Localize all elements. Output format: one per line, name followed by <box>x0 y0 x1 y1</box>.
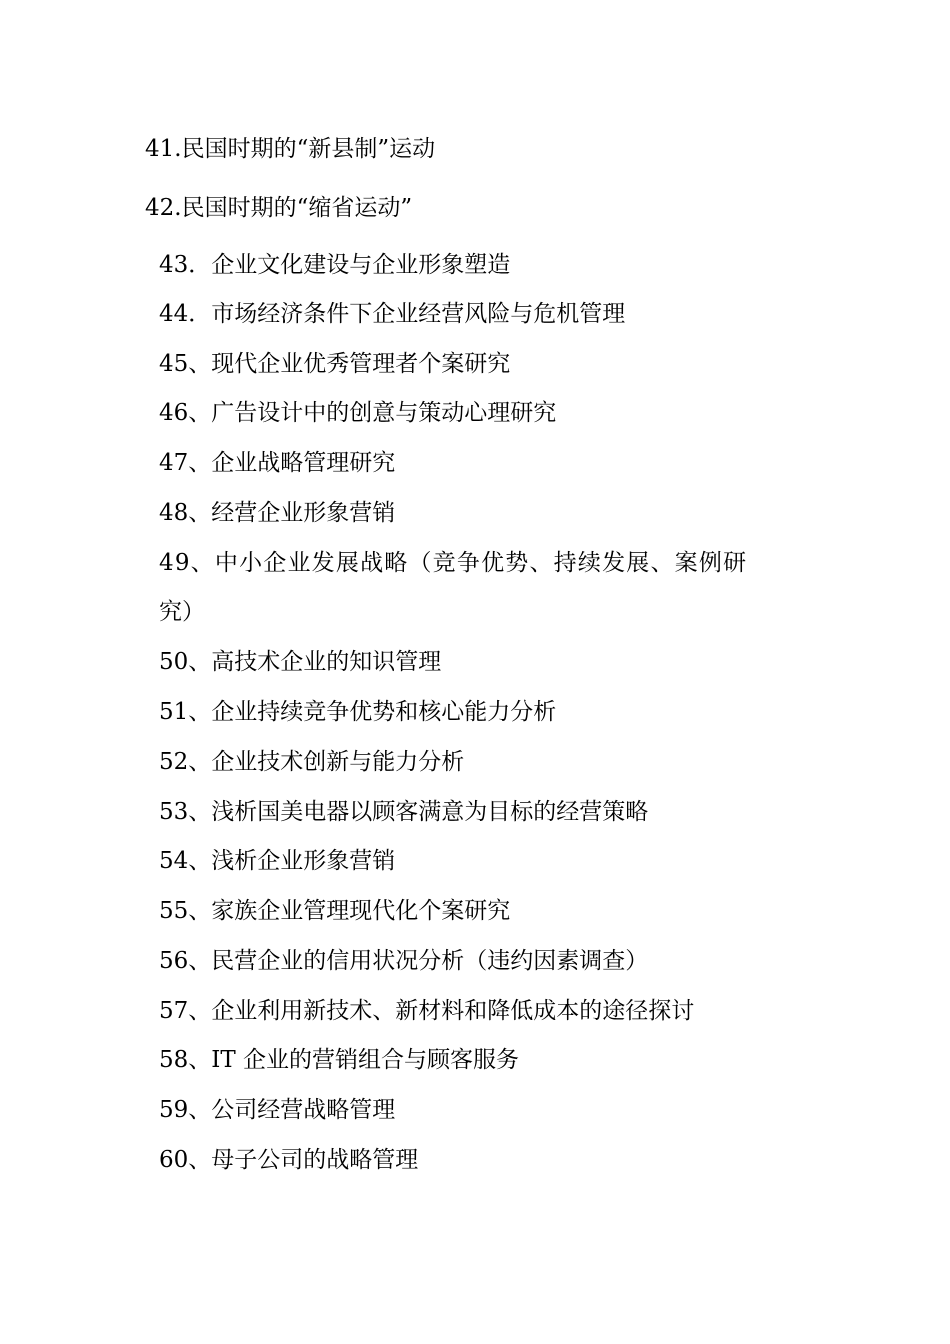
list-item: 59、公司经营战略管理 <box>159 1097 396 1123</box>
list-item: 57、企业利用新技术、新材料和降低成本的途径探讨 <box>159 998 695 1024</box>
list-item: 43．企业文化建设与企业形象塑造 <box>159 252 511 278</box>
list-item: 56、民营企业的信用状况分析（违约因素调查） <box>159 948 649 974</box>
list-item: 42.民国时期的“缩省运动” <box>145 195 413 221</box>
list-item: 44．市场经济条件下企业经营风险与危机管理 <box>159 301 626 327</box>
list-item: 58、IT 企业的营销组合与顾客服务 <box>159 1047 520 1073</box>
list-item: 55、家族企业管理现代化个案研究 <box>159 898 511 924</box>
list-item-continuation: 究） <box>159 599 205 625</box>
list-item: 60、母子公司的战略管理 <box>159 1147 419 1173</box>
list-item: 45、现代企业优秀管理者个案研究 <box>159 351 511 377</box>
list-item: 51、企业持续竞争优势和核心能力分析 <box>159 699 557 725</box>
list-item: 54、浅析企业形象营销 <box>159 848 396 874</box>
list-item: 47、企业战略管理研究 <box>159 450 396 476</box>
list-item: 46、广告设计中的创意与策动心理研究 <box>159 400 557 426</box>
list-item: 48、经营企业形象营销 <box>159 500 396 526</box>
list-item: 52、企业技术创新与能力分析 <box>159 749 465 775</box>
list-item: 49、中小企业发展战略（竞争优势、持续发展、案例研 <box>159 550 748 576</box>
list-item: 41.民国时期的“新县制”运动 <box>145 136 436 162</box>
list-item: 50、高技术企业的知识管理 <box>159 649 442 675</box>
list-item: 53、浅析国美电器以顾客满意为目标的经营策略 <box>159 799 649 825</box>
